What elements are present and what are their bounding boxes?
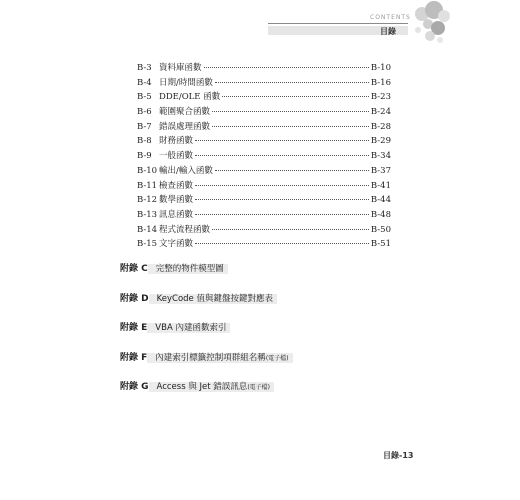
appendix-tag: 附錄 D xyxy=(120,293,149,304)
toc-title: DDE/OLE 函數 xyxy=(159,92,221,103)
toc-code: B-11 xyxy=(137,180,158,191)
toc-code: B-4 xyxy=(137,77,152,88)
appendix-entry[interactable] xyxy=(120,321,420,351)
toc-title: 訊息函數 xyxy=(159,209,194,220)
toc-title: 一般函數 xyxy=(159,151,194,162)
toc-code: B-7 xyxy=(137,121,152,132)
toc-title: 財務函數 xyxy=(159,136,194,147)
toc-entry[interactable] xyxy=(137,193,391,208)
toc-page: B-41 xyxy=(370,180,391,191)
toc-code: B-12 xyxy=(137,195,158,206)
appendix-title: KeyCode 值與鍵盤按鍵對應表 xyxy=(149,294,277,304)
toc-title: 文字函數 xyxy=(159,239,194,250)
toc-entry[interactable] xyxy=(137,76,391,91)
toc-entry[interactable] xyxy=(137,105,391,120)
appendix-title: VBA 內建函數索引 xyxy=(147,323,230,333)
leader-dots xyxy=(212,126,369,127)
toc-list xyxy=(137,61,391,252)
leader-dots xyxy=(222,96,369,97)
toc-entry[interactable] xyxy=(137,149,391,164)
appendix-entry[interactable] xyxy=(120,292,420,322)
appendix-entry[interactable] xyxy=(120,262,420,292)
appendix-list xyxy=(120,262,420,410)
toc-page: B-50 xyxy=(370,224,391,235)
toc-title: 範圍聚合函數 xyxy=(159,107,211,118)
toc-entry[interactable] xyxy=(137,90,391,105)
decorative-bubbles-icon xyxy=(400,0,460,50)
appendix-tag: 附錄 F xyxy=(120,352,148,363)
toc-code: B-3 xyxy=(137,63,152,73)
toc-entry[interactable] xyxy=(137,61,391,76)
toc-entry[interactable] xyxy=(137,223,391,238)
toc-code: B-8 xyxy=(137,136,152,147)
toc-page: B-37 xyxy=(370,165,391,176)
header-title: 目錄 xyxy=(380,27,396,36)
leader-dots xyxy=(195,155,369,156)
toc-code: B-10 xyxy=(137,165,158,176)
toc-entry[interactable] xyxy=(137,237,391,252)
leader-dots xyxy=(212,229,369,230)
toc-page: B-24 xyxy=(370,107,391,118)
leader-dots xyxy=(195,243,369,244)
appendix-tag: 附錄 C xyxy=(120,264,148,274)
toc-page: B-28 xyxy=(370,121,391,132)
toc-title: 數學函數 xyxy=(159,195,194,206)
appendix-tag: 附錄 E xyxy=(120,323,148,333)
appendix-title: 完整的物件模型圖 xyxy=(148,264,228,274)
toc-page: B-16 xyxy=(370,77,391,88)
appendix-title: 內建索引標籤控制項群組名稱(電子檔) xyxy=(147,353,292,363)
toc-title: 資料庫函數 xyxy=(159,63,202,73)
toc-title: 輸出/輸入函數 xyxy=(159,165,213,176)
toc-page: B-29 xyxy=(370,136,391,147)
toc-title: 程式流程函數 xyxy=(159,224,211,235)
toc-entry[interactable] xyxy=(137,134,391,149)
leader-dots xyxy=(204,67,369,68)
toc-title: 檢查函數 xyxy=(159,180,194,191)
leader-dots xyxy=(195,140,369,141)
header-rule xyxy=(268,23,408,24)
appendix-tag: 附錄 G xyxy=(120,382,149,392)
appendix-title: Access 與 Jet 錯誤訊息(電子檔) xyxy=(149,382,274,392)
toc-entry[interactable] xyxy=(137,120,391,135)
appendix-entry[interactable] xyxy=(120,380,420,410)
leader-dots xyxy=(195,185,369,186)
leader-dots xyxy=(215,170,369,171)
leader-dots xyxy=(212,111,369,112)
toc-code: B-6 xyxy=(137,107,152,118)
appendix-note: (電子檔) xyxy=(265,354,289,362)
toc-code: B-13 xyxy=(137,209,158,220)
toc-page: B-10 xyxy=(370,63,391,73)
toc-page: B-44 xyxy=(370,195,391,206)
toc-code: B-5 xyxy=(137,92,152,103)
leader-dots xyxy=(195,199,369,200)
toc-entry[interactable] xyxy=(137,208,391,223)
toc-page: B-34 xyxy=(370,151,391,162)
leader-dots xyxy=(215,82,369,83)
toc-entry[interactable] xyxy=(137,179,391,194)
leader-dots xyxy=(195,214,369,215)
toc-code: B-15 xyxy=(137,239,158,250)
toc-page: B-51 xyxy=(370,239,391,250)
toc-page: B-48 xyxy=(370,209,391,220)
toc-code: B-14 xyxy=(137,224,158,235)
toc-title: 日期/時間函數 xyxy=(159,77,213,88)
toc-code: B-9 xyxy=(137,151,152,162)
toc-title: 錯誤處理函數 xyxy=(159,121,211,132)
toc-entry[interactable] xyxy=(137,164,391,179)
appendix-entry[interactable] xyxy=(120,351,420,381)
toc-page: B-23 xyxy=(370,92,391,103)
contents-label: CONTENTS xyxy=(370,14,411,21)
appendix-note: (電子檔) xyxy=(247,384,270,391)
page-number: 目錄-13 xyxy=(383,451,414,460)
